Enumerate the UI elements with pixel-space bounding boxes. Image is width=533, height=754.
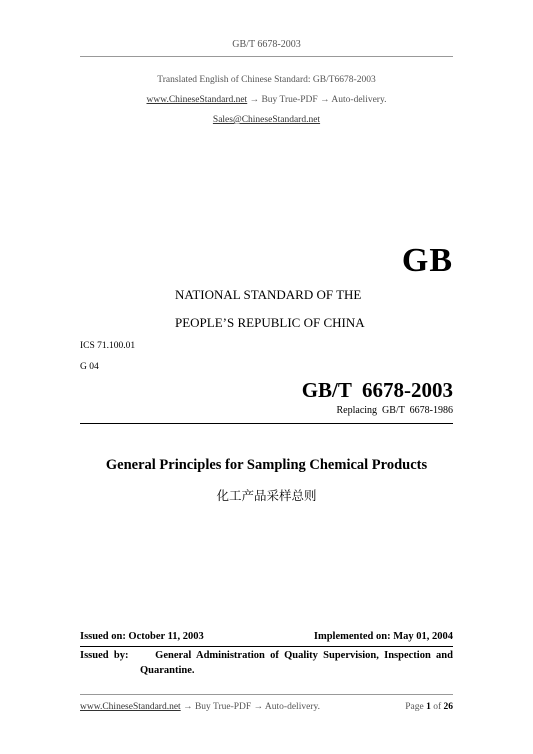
running-header: GB/T 6678-2003: [232, 39, 301, 50]
sales-email-link[interactable]: Sales@ChineseStandard.net: [212, 115, 321, 125]
ccs-code: G 04: [80, 362, 99, 372]
promo-text-2: Auto-delivery.: [331, 95, 387, 105]
footer-promo-text-2: Auto-delivery.: [264, 702, 320, 712]
issued-date: Issued on: October 11, 2003: [80, 631, 204, 642]
site-link[interactable]: www.ChineseStandard.net: [146, 95, 248, 105]
title-divider: [80, 423, 453, 424]
issuer-line2: Quarantine.: [140, 665, 195, 676]
standard-number: GB/T 6678-2003: [301, 378, 453, 402]
promo-text: Buy True-PDF: [261, 95, 318, 105]
footer-divider: [80, 694, 453, 695]
promo-line: [0, 95, 533, 105]
issuer-line1: General Administration of Quality Supervision, Inspection and: [155, 650, 453, 661]
footer-site-link[interactable]: www.ChineseStandard.net: [80, 702, 181, 712]
ics-code: ICS 71.100.01: [80, 341, 136, 351]
footer-promo: [80, 702, 320, 712]
replacing-note: Replacing GB/T 6678-1986: [336, 405, 453, 416]
page-indicator: [353, 702, 453, 712]
total-pages: 26: [443, 702, 453, 712]
sales-line: [0, 115, 533, 125]
right-arrow-icon: →: [249, 95, 260, 105]
standard-body-line2: PEOPLE’S REPUBLIC OF CHINA: [175, 315, 365, 330]
dates-divider: [80, 646, 453, 647]
right-arrow-icon: →: [253, 702, 264, 712]
document-title-zh: 化工产品采样总则: [216, 488, 317, 503]
of-label: of: [433, 702, 442, 712]
document-title-en: General Principles for Sampling Chemical Products: [105, 457, 428, 473]
page-number: 1: [426, 702, 431, 712]
footer-promo-text: Buy True-PDF: [194, 702, 252, 712]
translation-note: Translated English of Chinese Standard: GB/T6678-2003: [157, 75, 376, 85]
issuer-label: Issued by:: [80, 650, 129, 661]
right-arrow-icon: →: [183, 702, 193, 712]
gb-logo: GB: [401, 242, 453, 279]
implemented-date: Implemented on: May 01, 2004: [313, 631, 453, 642]
standard-body-line1: NATIONAL STANDARD OF THE: [175, 287, 362, 302]
right-arrow-icon: →: [320, 95, 330, 105]
header-divider: [80, 56, 453, 57]
page-label: Page: [405, 702, 424, 712]
